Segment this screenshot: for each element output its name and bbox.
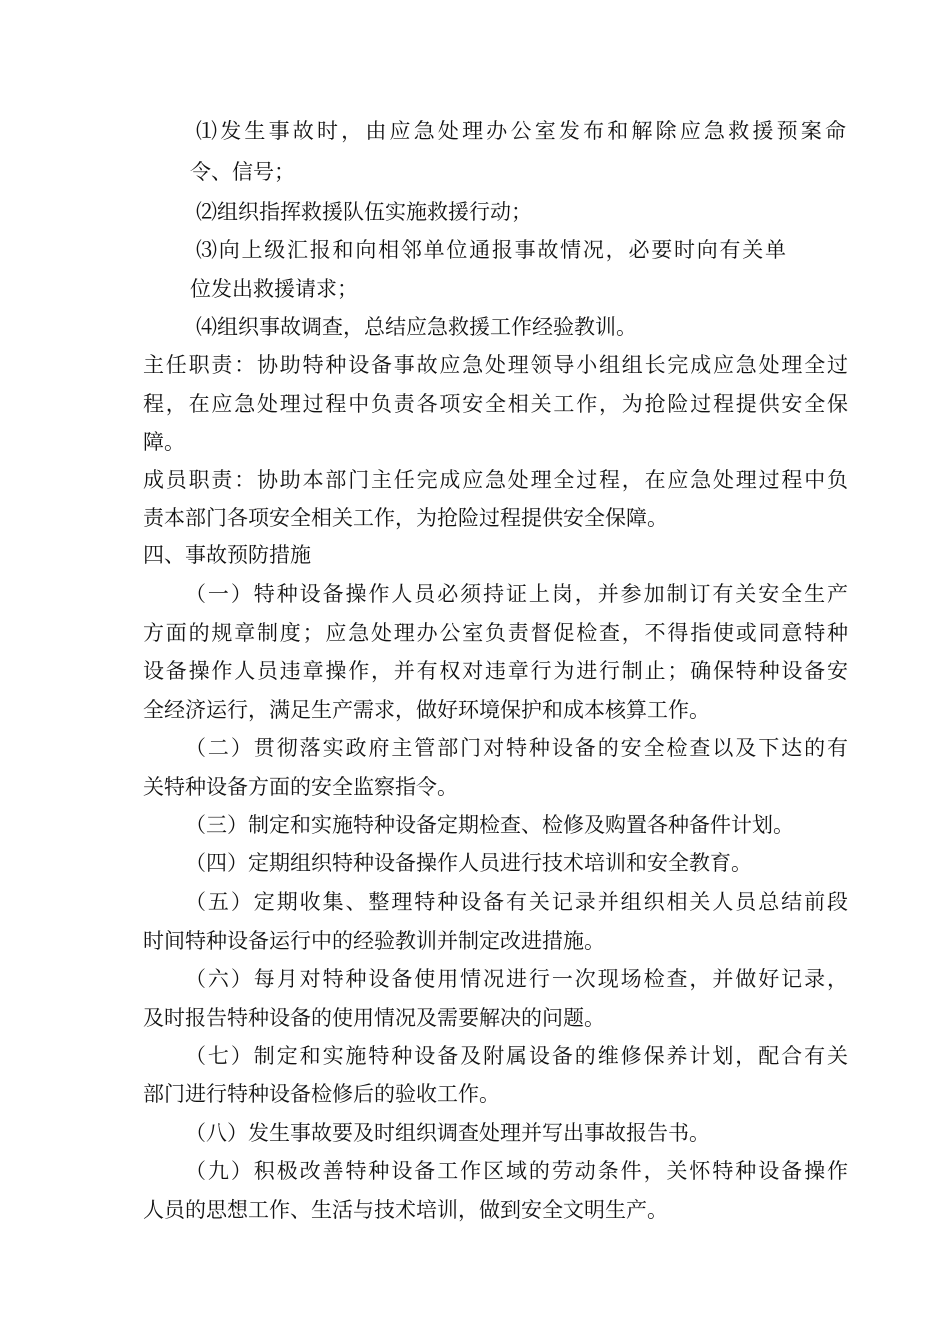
measure-1-line-2: 方面的规章制度；应急处理办公室负责督促检查，不得指使或同意特种 xyxy=(143,621,848,645)
director-duty-line-3: 障。 xyxy=(143,430,185,454)
measure-1-line-1: （一）特种设备操作人员必须持证上岗，并参加制订有关安全生产 xyxy=(185,582,848,606)
item-2-line-1: ⑵组织指挥救援队伍实施救援行动； xyxy=(196,200,532,224)
measure-7-line-1: （七）制定和实施特种设备及附属设备的维修保养计划，配合有关 xyxy=(185,1044,848,1068)
director-duty-line-2: 程，在应急处理过程中负责各项安全相关工作，为抢险过程提供安全保 xyxy=(143,392,848,416)
measure-2-line-2: 关特种设备方面的安全监察指令。 xyxy=(143,775,458,799)
measure-4-line-1: （四）定期组织特种设备操作人员进行技术培训和安全教育。 xyxy=(185,851,752,875)
item-1-line-1: ⑴发生事故时，由应急处理办公室发布和解除应急救援预案命 xyxy=(196,119,846,143)
measure-6-line-2: 及时报告特种设备的使用情况及需要解决的问题。 xyxy=(143,1006,605,1030)
item-1-line-2: 令、信号； xyxy=(190,160,295,184)
item-3-line-1: ⑶向上级汇报和向相邻单位通报事故情况，必要时向有关单 xyxy=(196,238,786,262)
measure-2-line-1: （二）贯彻落实政府主管部门对特种设备的安全检查以及下达的有 xyxy=(185,736,848,760)
measure-5-line-2: 时间特种设备运行中的经验教训并制定改进措施。 xyxy=(143,929,605,953)
measure-1-line-3: 设备操作人员违章操作，并有权对违章行为进行制止；确保特种设备安 xyxy=(143,659,848,683)
measure-3-line-1: （三）制定和实施特种设备定期检查、检修及购置各种备件计划。 xyxy=(185,813,794,837)
measure-1-line-4: 全经济运行，满足生产需求，做好环境保护和成本核算工作。 xyxy=(143,698,710,722)
measure-5-line-1: （五）定期收集、整理特种设备有关记录并组织相关人员总结前段 xyxy=(185,890,848,914)
member-duty-line-1: 成员职责：协助本部门主任完成应急处理全过程，在应急处理过程中负 xyxy=(143,468,848,492)
measure-6-line-1: （六）每月对特种设备使用情况进行一次现场检查，并做好记录， xyxy=(185,967,848,991)
section-heading: 四、事故预防措施 xyxy=(143,543,311,567)
measure-8-line-1: （八）发生事故要及时组织调查处理并写出事故报告书。 xyxy=(185,1121,710,1145)
measure-7-line-2: 部门进行特种设备检修后的验收工作。 xyxy=(143,1082,500,1106)
director-duty-line-1: 主任职责：协助特种设备事故应急处理领导小组组长完成应急处理全过 xyxy=(143,353,848,377)
member-duty-line-2: 责本部门各项安全相关工作，为抢险过程提供安全保障。 xyxy=(143,506,668,530)
item-4-line-1: ⑷组织事故调查，总结应急救援工作经验教训。 xyxy=(196,315,637,339)
measure-9-line-2: 人员的思想工作、生活与技术培训，做到安全文明生产。 xyxy=(143,1198,668,1222)
measure-9-line-1: （九）积极改善特种设备工作区域的劳动条件，关怀特种设备操作 xyxy=(185,1159,848,1183)
item-3-line-2: 位发出救援请求； xyxy=(190,277,358,301)
